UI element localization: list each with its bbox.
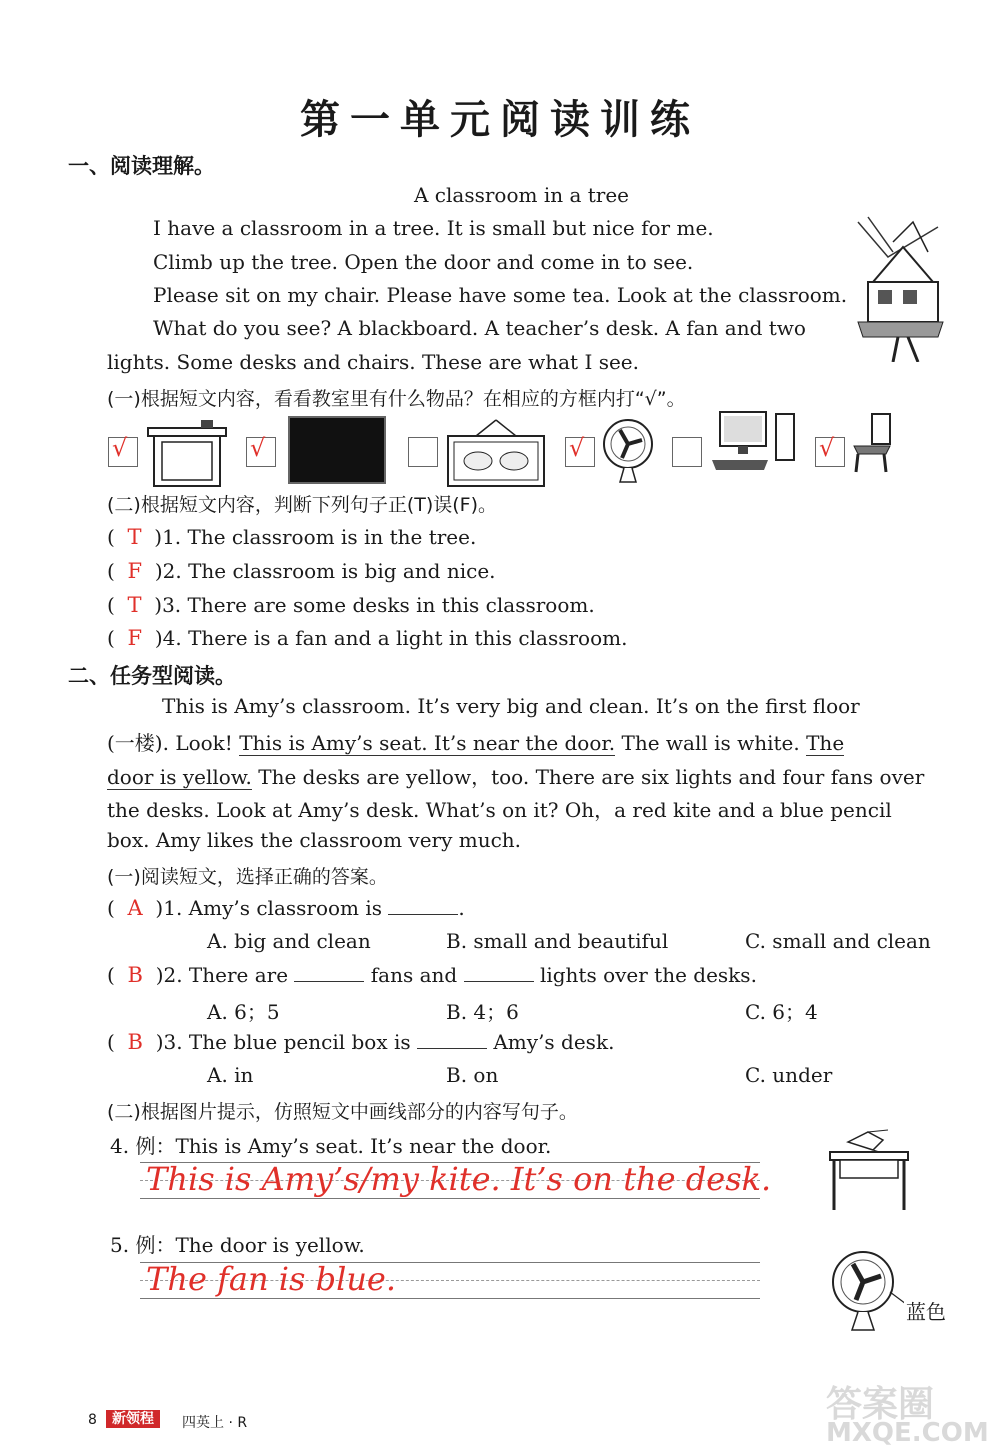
option-b[interactable]: B. 4；6 bbox=[446, 1000, 519, 1024]
tf-answer[interactable]: F bbox=[127, 626, 143, 650]
q5-example: 5. 例：The door is yellow. bbox=[110, 1233, 365, 1257]
writing-line bbox=[140, 1298, 760, 1299]
tf-answer[interactable]: T bbox=[127, 525, 142, 549]
mc-answer[interactable]: B bbox=[127, 1030, 143, 1054]
checkbox-fan[interactable] bbox=[565, 434, 595, 467]
story-line: Climb up the tree. Open the door and come in to see. bbox=[153, 250, 694, 274]
option-b[interactable]: B. small and beautiful bbox=[446, 929, 669, 953]
part1-instruction: (一)阅读短文，选择正确的答案。 bbox=[107, 866, 388, 888]
computer-icon bbox=[710, 410, 798, 476]
check-mark: √ bbox=[112, 434, 128, 462]
mc-question: ( B )3. The blue pencil box is Amy’s desk. bbox=[107, 1030, 615, 1054]
checkbox-blackboard[interactable] bbox=[246, 434, 276, 467]
writing-line bbox=[140, 1198, 760, 1199]
section1-heading: 一、阅读理解。 bbox=[68, 154, 215, 178]
story-title: A classroom in a tree bbox=[414, 183, 629, 207]
section2-heading: 二、任务型阅读。 bbox=[68, 664, 236, 688]
watermark-logo: 答案圈 bbox=[826, 1384, 935, 1425]
mc-answer[interactable]: B bbox=[127, 963, 143, 987]
tf-question: ( T )3. There are some desks in this classroom. bbox=[107, 593, 595, 617]
treehouse-illustration bbox=[848, 212, 948, 362]
mc-question: ( A )1. Amy’s classroom is . bbox=[107, 896, 465, 920]
option-c[interactable]: C. under bbox=[745, 1063, 833, 1087]
checkbox-teacher-desk[interactable] bbox=[108, 434, 138, 467]
option-c[interactable]: C. 6；4 bbox=[745, 1000, 818, 1024]
story-line: Please sit on my chair. Please have some tea. Look at the classroom. bbox=[153, 283, 848, 307]
passage-line: box. Amy likes the classroom very much. bbox=[107, 828, 522, 852]
q4-example: 4. 例：This is Amy’s seat. It’s near the door. bbox=[110, 1134, 552, 1158]
page-title: 第一单元阅读训练 bbox=[300, 97, 700, 143]
option-a[interactable]: A. big and clean bbox=[207, 929, 371, 953]
underlined-sentence: door is yellow. bbox=[107, 765, 252, 789]
tf-question: ( F )4. There is a fan and a light in this classroom. bbox=[107, 626, 628, 650]
check-mark: √ bbox=[819, 434, 835, 462]
tf-answer[interactable]: F bbox=[127, 559, 143, 583]
underlined-sentence: This is Amy’s seat. It’s near the door. bbox=[239, 731, 616, 755]
option-a[interactable]: A. in bbox=[207, 1063, 254, 1087]
underlined-sentence: The bbox=[806, 731, 845, 755]
q5-handwritten-answer[interactable]: The fan is blue. bbox=[146, 1260, 397, 1298]
fan-icon bbox=[600, 418, 656, 486]
passage-line: This is Amy’s classroom. It’s very big and clean. It’s on the first floor bbox=[162, 694, 860, 718]
mc-answer[interactable]: A bbox=[127, 896, 143, 920]
q4-handwritten-answer[interactable]: This is Amy’s/my kite. It’s on the desk. bbox=[146, 1160, 772, 1198]
mc-question: ( B )2. There are fans and lights over the desks. bbox=[107, 963, 757, 987]
option-c[interactable]: C. small and clean bbox=[745, 929, 931, 953]
checkbox-picture[interactable] bbox=[408, 437, 438, 467]
fan-color-label: 蓝色 bbox=[906, 1300, 946, 1324]
tf-answer[interactable]: T bbox=[127, 593, 142, 617]
passage-line: (一楼). Look! This is Amy’s seat. It’s near the door. The wall is white. The bbox=[107, 731, 845, 755]
story-line: I have a classroom in a tree. It is small but nice for me. bbox=[153, 216, 714, 240]
blackboard-icon bbox=[288, 416, 386, 484]
checkbox-computer[interactable] bbox=[672, 437, 702, 467]
option-a[interactable]: A. 6；5 bbox=[207, 1000, 280, 1024]
tf-question: ( T )1. The classroom is in the tree. bbox=[107, 525, 477, 549]
checkbox-chair[interactable] bbox=[815, 434, 845, 467]
chair-icon bbox=[850, 412, 894, 474]
check-mark: √ bbox=[250, 434, 266, 462]
part2-instruction: (二)根据短文内容，判断下列句子正(T)误(F)。 bbox=[107, 494, 498, 516]
part1-instruction: (一)根据短文内容，看看教室里有什么物品？在相应的方框内打“√”。 bbox=[107, 388, 686, 410]
story-line: What do you see? A blackboard. A teacher’s desk. A fan and two bbox=[153, 316, 806, 340]
tf-question: ( F )2. The classroom is big and nice. bbox=[107, 559, 496, 583]
passage-line: door is yellow. The desks are yellow，too. There are six lights and four fans over bbox=[107, 765, 925, 789]
watermark-url: MXQE.COM bbox=[826, 1418, 989, 1448]
part2-instruction: (二)根据图片提示，仿照短文中画线部分的内容写句子。 bbox=[107, 1101, 578, 1123]
book-label: 四英上 · R bbox=[182, 1415, 248, 1431]
check-mark: √ bbox=[569, 434, 585, 462]
passage-line: the desks. Look at Amy’s desk. What’s on it? Oh，a red kite and a blue pencil bbox=[107, 798, 892, 822]
brand-logo: 新领程 bbox=[106, 1408, 160, 1428]
fish-picture-icon bbox=[446, 418, 546, 488]
story-line: lights. Some desks and chairs. These are what I see. bbox=[107, 350, 640, 374]
page-number: 8 bbox=[88, 1412, 97, 1428]
fan-illustration bbox=[828, 1248, 904, 1334]
option-b[interactable]: B. on bbox=[446, 1063, 499, 1087]
teacher-desk-icon bbox=[146, 420, 228, 488]
desk-with-kite-illustration bbox=[828, 1122, 910, 1212]
